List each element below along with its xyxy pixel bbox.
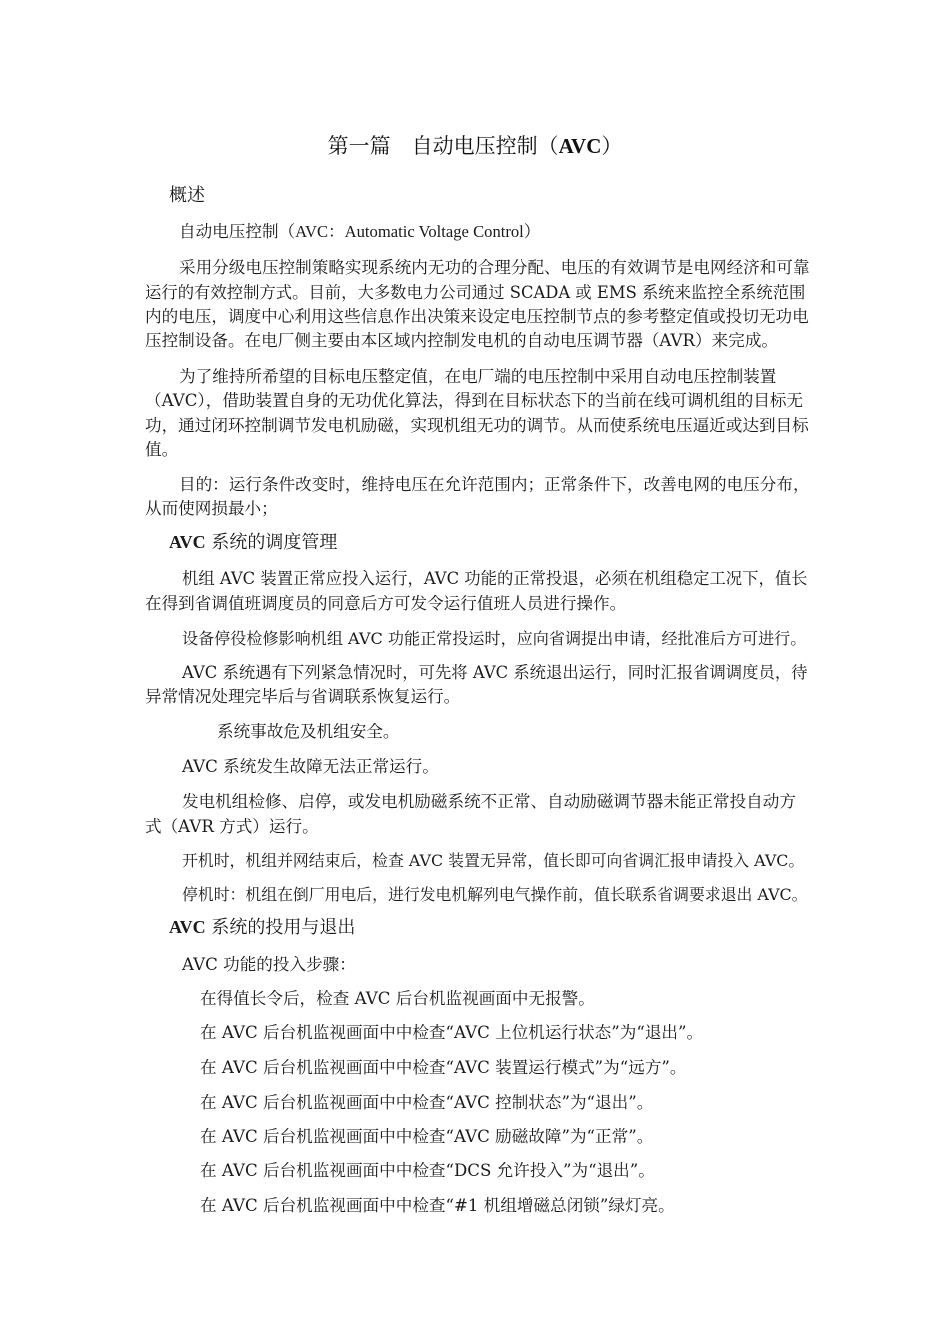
- definition-line: 自动电压控制（AVC：Automatic Voltage Control）: [179, 222, 541, 241]
- s2-step: 在得值长令后，检查 AVC 后台机监视画面中无报警。: [200, 989, 595, 1008]
- s1-para1-line: 机组 AVC 装置正常应投入运行，AVC 功能的正常投退，必须在机组稳定工况下，值长: [182, 569, 808, 588]
- s2-step: 在 AVC 后台机监视画面中中检查“AVC 装置运行模式”为“远方”。: [200, 1058, 687, 1077]
- title-prefix: 第一篇 自动电压控制（: [327, 134, 559, 158]
- s1-item-line: 式（AVR 方式）运行。: [145, 817, 319, 836]
- para3-line: 目的：运行条件改变时，维持电压在允许范围内；正常条件下，改善电网的电压分布，: [179, 475, 810, 494]
- s1-para3-line: AVC 系统遇有下列紧急情况时，可先将 AVC 系统退出运行，同时汇报省调调度员，待: [182, 663, 808, 682]
- s1-para1-line: 在得到省调值班调度员的同意后方可发令运行值班人员进行操作。: [145, 594, 627, 613]
- para2-line: 功，通过闭环控制调节发电机励磁，实现机组无功的调节。从而使系统电压逼近或达到目标: [145, 416, 809, 435]
- para1-line: 采用分级电压控制策略实现系统内无功的合理分配、电压的有效调节是电网经济和可靠: [179, 258, 810, 277]
- s1-para3-line: 异常情况处理完毕后与省调联系恢复运行。: [145, 687, 461, 706]
- section-heading-dispatch: [169, 531, 337, 554]
- section2-rest: 系统的投用与退出: [205, 917, 356, 938]
- section-heading-operation: [169, 916, 355, 939]
- s1-shutdown: 停机时：机组在倒厂用电后，进行发电机解列电气操作前，值长联系省调要求退出 AVC。: [182, 885, 808, 904]
- s2-step: 在 AVC 后台机监视画面中中检查“#1 机组增磁总闭锁”绿灯亮。: [200, 1196, 675, 1215]
- s2-step: 在 AVC 后台机监视画面中中检查“AVC 励磁故障”为“正常”。: [200, 1127, 654, 1146]
- page-title: [0, 133, 950, 159]
- s1-startup: 开机时，机组并网结束后，检查 AVC 装置无异常，值长即可向省调汇报申请投入 AVC。: [182, 851, 805, 870]
- s1-item-line: 发电机组检修、启停，或发电机励磁系统不正常、自动励磁调节器未能正常投自动方: [182, 792, 796, 811]
- section1-rest: 系统的调度管理: [205, 532, 338, 553]
- title-bold: AVC: [558, 134, 602, 158]
- section2-bold: AVC: [169, 917, 206, 937]
- para2-line: （AVC），借助装置自身的无功优化算法，得到在目标状态下的当前在线可调机组的目标无: [145, 391, 804, 410]
- s1-item: AVC 系统发生故障无法正常运行。: [182, 757, 439, 776]
- s1-item: 系统事故危及机组安全。: [217, 722, 400, 741]
- s2-step: 在 AVC 后台机监视画面中中检查“AVC 上位机运行状态”为“退出”。: [200, 1023, 704, 1042]
- para1-line: 内的电压，调度中心利用这些信息作出决策来设定电压控制节点的参考整定值或投切无功电: [145, 307, 809, 326]
- s2-intro: AVC 功能的投入步骤：: [182, 955, 356, 974]
- s2-step: 在 AVC 后台机监视画面中中检查“AVC 控制状态”为“退出”。: [200, 1093, 654, 1112]
- para1-line: 运行的有效控制方式。目前，大多数电力公司通过 SCADA 或 EMS 系统来监控全系统范围: [145, 283, 806, 302]
- title-suffix: ）: [601, 134, 623, 158]
- s2-step: 在 AVC 后台机监视画面中中检查“DCS 允许投入”为“退出”。: [200, 1161, 655, 1180]
- overview-heading: 概述: [169, 185, 205, 206]
- para3-line: 从而使网损最小；: [145, 499, 278, 518]
- para2-line: 值。: [145, 440, 179, 459]
- section1-bold: AVC: [169, 532, 206, 552]
- para1-line: 压控制设备。在电厂侧主要由本区域内控制发电机的自动电压调节器（AVR）来完成。: [145, 331, 779, 350]
- para2-line: 为了维持所希望的目标电压整定值，在电厂端的电压控制中采用自动电压控制装置: [179, 367, 777, 386]
- s1-para2: 设备停役检修影响机组 AVC 功能正常投运时，应向省调提出申请，经批准后方可进行。: [182, 629, 807, 648]
